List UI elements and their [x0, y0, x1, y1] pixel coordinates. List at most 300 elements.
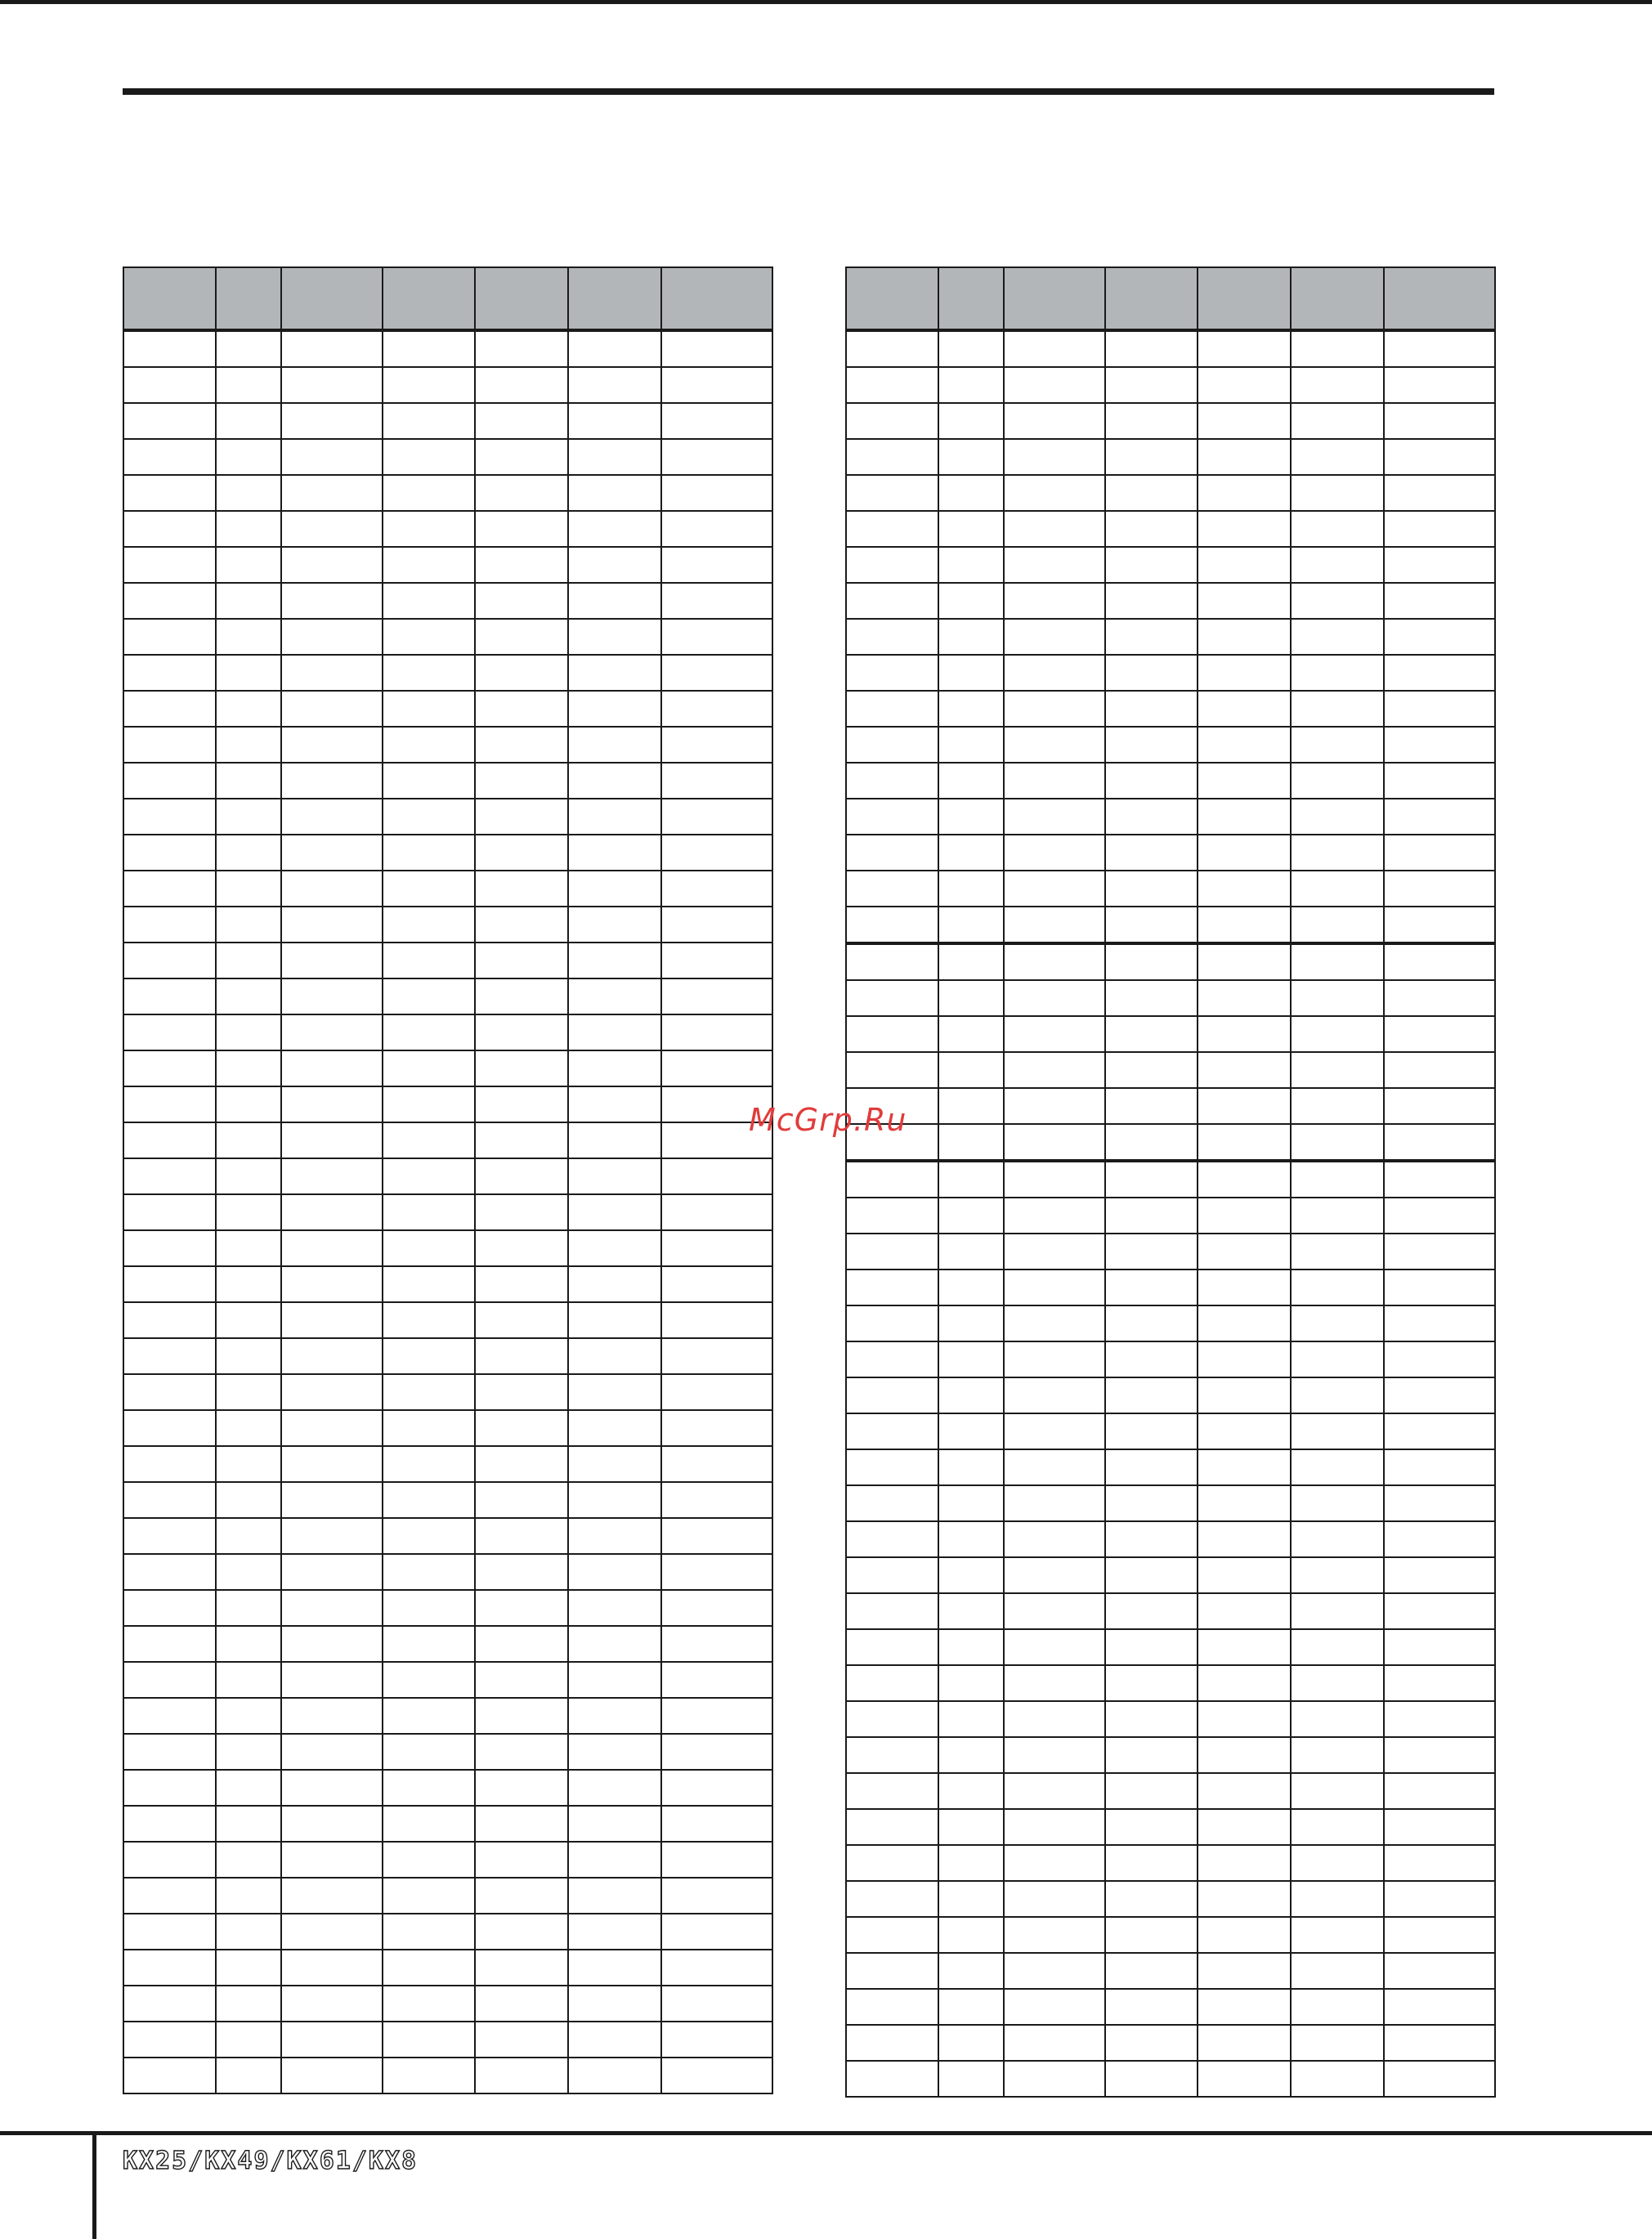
- table-cell: [846, 1917, 938, 1953]
- table-cell: [475, 2022, 568, 2058]
- table-cell: [938, 330, 1004, 367]
- table-cell: [1291, 1845, 1384, 1881]
- table-row: [846, 547, 1495, 583]
- table-row: [123, 835, 772, 871]
- table-cell: [1105, 1413, 1198, 1449]
- top-border-rule: [0, 0, 1652, 4]
- table-cell: [1291, 1161, 1384, 1198]
- table-cell: [661, 1698, 772, 1734]
- table-row: [123, 1086, 772, 1122]
- table-cell: [661, 475, 772, 511]
- table-cell: [846, 1341, 938, 1377]
- table-cell: [1105, 1270, 1198, 1305]
- table-cell: [846, 1413, 938, 1449]
- table-cell: [281, 907, 383, 943]
- table-cell: [383, 871, 475, 907]
- table-cell: [938, 907, 1004, 943]
- table-cell: [1198, 1270, 1291, 1305]
- table-cell: [1384, 727, 1495, 763]
- table-cell: [1004, 655, 1105, 691]
- table-cell: [1291, 1449, 1384, 1485]
- table-cell: [475, 1518, 568, 1554]
- header-cell: [1105, 267, 1198, 330]
- table-cell: [383, 907, 475, 943]
- table-cell: [475, 1302, 568, 1338]
- table-cell: [938, 2061, 1004, 2097]
- table-cell: [846, 330, 938, 367]
- table-cell: [568, 583, 661, 619]
- table-row: [846, 2025, 1495, 2061]
- table-cell: [1198, 1953, 1291, 1989]
- table-cell: [661, 1842, 772, 1878]
- watermark-text: McGrp.Ru: [749, 1102, 907, 1138]
- table-cell: [1004, 1270, 1105, 1305]
- table-cell: [123, 1842, 216, 1878]
- table-cell: [1198, 1737, 1291, 1773]
- table-cell: [216, 511, 281, 547]
- table-cell: [938, 1845, 1004, 1881]
- table-cell: [383, 1302, 475, 1338]
- table-cell: [1384, 1557, 1495, 1593]
- table-cell: [216, 330, 281, 367]
- table-cell: [846, 980, 938, 1016]
- table-cell: [475, 1410, 568, 1446]
- table-cell: [1105, 1124, 1198, 1161]
- table-cell: [661, 1014, 772, 1050]
- table-cell: [123, 367, 216, 403]
- table-cell: [216, 1986, 281, 2022]
- table-cell: [123, 1302, 216, 1338]
- table-cell: [475, 1554, 568, 1590]
- table-cell: [661, 1914, 772, 1950]
- table-cell: [281, 1806, 383, 1842]
- table-cell: [1004, 1737, 1105, 1773]
- table-row: [846, 655, 1495, 691]
- table-row: [846, 1881, 1495, 1917]
- table-cell: [1291, 1701, 1384, 1737]
- header-cell: [1384, 267, 1495, 330]
- table-cell: [383, 511, 475, 547]
- table-cell: [383, 475, 475, 511]
- table-cell: [281, 655, 383, 691]
- table-cell: [938, 943, 1004, 980]
- table-cell: [383, 835, 475, 871]
- table-cell: [938, 367, 1004, 403]
- table-cell: [475, 403, 568, 439]
- table-cell: [383, 1698, 475, 1734]
- table-cell: [661, 907, 772, 943]
- header-cell: [1291, 267, 1384, 330]
- table-cell: [846, 547, 938, 583]
- table-cell: [938, 1557, 1004, 1593]
- table-cell: [568, 1914, 661, 1950]
- header-cell: [123, 267, 216, 330]
- table-cell: [938, 1413, 1004, 1449]
- table-cell: [846, 1198, 938, 1234]
- table-cell: [661, 1770, 772, 1806]
- table-row: [123, 1266, 772, 1302]
- table-cell: [123, 403, 216, 439]
- table-cell: [1291, 907, 1384, 943]
- table-cell: [1004, 799, 1105, 835]
- table-cell: [1384, 1485, 1495, 1521]
- table-cell: [383, 1122, 475, 1158]
- table-cell: [1198, 1881, 1291, 1917]
- table-row: [846, 1665, 1495, 1701]
- table-cell: [846, 1270, 938, 1305]
- table-cell: [1198, 367, 1291, 403]
- table-cell: [1105, 1161, 1198, 1198]
- table-row: [123, 691, 772, 727]
- table-cell: [475, 1878, 568, 1914]
- table-cell: [1004, 1521, 1105, 1557]
- table-cell: [475, 799, 568, 835]
- table-row: [123, 1014, 772, 1050]
- table-row: [123, 1590, 772, 1626]
- right-data-table: [845, 266, 1496, 2098]
- table-cell: [281, 1518, 383, 1554]
- table-cell: [568, 691, 661, 727]
- table-cell: [383, 1914, 475, 1950]
- table-cell: [1291, 1557, 1384, 1593]
- table-cell: [1291, 1989, 1384, 2025]
- table-cell: [938, 763, 1004, 799]
- table-cell: [846, 727, 938, 763]
- header-cell: [281, 267, 383, 330]
- table-cell: [1384, 511, 1495, 547]
- table-cell: [281, 1230, 383, 1266]
- table-row: [846, 871, 1495, 907]
- table-cell: [216, 978, 281, 1014]
- table-row: [846, 583, 1495, 619]
- table-cell: [938, 619, 1004, 655]
- table-cell: [1198, 943, 1291, 980]
- table-cell: [661, 1338, 772, 1374]
- table-cell: [216, 835, 281, 871]
- table-cell: [123, 1158, 216, 1194]
- table-cell: [475, 1338, 568, 1374]
- table-cell: [846, 403, 938, 439]
- left-data-table: [123, 266, 773, 2094]
- table-cell: [1384, 1088, 1495, 1124]
- table-cell: [1004, 619, 1105, 655]
- table-cell: [1004, 1593, 1105, 1629]
- table-cell: [1384, 1701, 1495, 1737]
- model-name-logo-graphic: [123, 2148, 597, 2173]
- table-cell: [661, 727, 772, 763]
- table-cell: [1105, 1629, 1198, 1665]
- table-row: [846, 1413, 1495, 1449]
- table-cell: [938, 871, 1004, 907]
- table-row: [123, 330, 772, 367]
- table-cell: [1384, 1270, 1495, 1305]
- table-cell: [1004, 980, 1105, 1016]
- table-cell: [1384, 547, 1495, 583]
- table-header-row: [846, 267, 1495, 330]
- table-cell: [383, 2058, 475, 2093]
- table-cell: [475, 1698, 568, 1734]
- table-cell: [281, 2058, 383, 2093]
- table-cell: [475, 1194, 568, 1230]
- table-row: [846, 1593, 1495, 1629]
- table-cell: [1198, 1088, 1291, 1124]
- table-cell: [123, 439, 216, 475]
- table-cell: [281, 1374, 383, 1410]
- table-cell: [568, 1410, 661, 1446]
- table-row: [846, 1629, 1495, 1665]
- table-cell: [1384, 1953, 1495, 1989]
- table-cell: [383, 1518, 475, 1554]
- table-cell: [1291, 655, 1384, 691]
- table-cell: [475, 943, 568, 978]
- table-cell: [216, 799, 281, 835]
- table-cell: [661, 439, 772, 475]
- table-row: [123, 583, 772, 619]
- table-cell: [1198, 691, 1291, 727]
- table-row: [846, 403, 1495, 439]
- table-cell: [1105, 1665, 1198, 1701]
- table-cell: [1291, 583, 1384, 619]
- table-row: [846, 1198, 1495, 1234]
- table-cell: [281, 1950, 383, 1986]
- table-row: [123, 1698, 772, 1734]
- footer-vertical-rule: [92, 2131, 96, 2239]
- table-cell: [281, 403, 383, 439]
- table-cell: [216, 1158, 281, 1194]
- table-cell: [568, 1626, 661, 1662]
- table-cell: [1105, 727, 1198, 763]
- table-cell: [846, 511, 938, 547]
- table-cell: [661, 1986, 772, 2022]
- table-cell: [475, 907, 568, 943]
- table-cell: [383, 1086, 475, 1122]
- table-cell: [1105, 1809, 1198, 1845]
- table-cell: [1384, 763, 1495, 799]
- table-cell: [1291, 2061, 1384, 2097]
- table-cell: [216, 2022, 281, 2058]
- table-cell: [568, 1806, 661, 1842]
- table-row: [123, 1050, 772, 1086]
- table-row: [846, 439, 1495, 475]
- table-cell: [383, 943, 475, 978]
- table-cell: [1198, 1016, 1291, 1052]
- table-cell: [281, 1086, 383, 1122]
- table-cell: [1105, 1881, 1198, 1917]
- table-cell: [661, 978, 772, 1014]
- table-cell: [661, 1482, 772, 1518]
- table-cell: [216, 1734, 281, 1770]
- table-cell: [281, 1590, 383, 1626]
- table-cell: [1291, 871, 1384, 907]
- table-cell: [1105, 1198, 1198, 1234]
- table-cell: [123, 2022, 216, 2058]
- table-cell: [846, 763, 938, 799]
- table-cell: [123, 1014, 216, 1050]
- table-cell: [216, 907, 281, 943]
- table-row: [846, 1124, 1495, 1161]
- table-cell: [1384, 619, 1495, 655]
- table-cell: [281, 475, 383, 511]
- table-cell: [281, 1194, 383, 1230]
- table-cell: [383, 727, 475, 763]
- table-cell: [938, 1198, 1004, 1234]
- table-cell: [1198, 1665, 1291, 1701]
- table-cell: [475, 871, 568, 907]
- table-cell: [475, 1590, 568, 1626]
- table-cell: [1291, 511, 1384, 547]
- table-cell: [568, 1230, 661, 1266]
- table-cell: [846, 943, 938, 980]
- table-cell: [1198, 1449, 1291, 1485]
- table-cell: [475, 511, 568, 547]
- table-cell: [216, 1122, 281, 1158]
- table-cell: [1105, 1016, 1198, 1052]
- table-cell: [123, 1626, 216, 1662]
- table-cell: [846, 2025, 938, 2061]
- table-cell: [661, 1374, 772, 1410]
- table-row: [846, 475, 1495, 511]
- table-row: [846, 1052, 1495, 1088]
- table-row: [846, 907, 1495, 943]
- table-cell: [1291, 1016, 1384, 1052]
- table-cell: [123, 1950, 216, 1986]
- table-cell: [661, 2058, 772, 2093]
- table-cell: [1291, 1917, 1384, 1953]
- table-row: [846, 511, 1495, 547]
- table-cell: [281, 1158, 383, 1194]
- table-cell: [216, 1266, 281, 1302]
- table-cell: [1004, 583, 1105, 619]
- table-cell: [1291, 1881, 1384, 1917]
- table-cell: [281, 1626, 383, 1662]
- table-cell: [475, 1950, 568, 1986]
- table-cell: [281, 547, 383, 583]
- table-row: [123, 475, 772, 511]
- table-cell: [1198, 1521, 1291, 1557]
- table-row: [123, 871, 772, 907]
- table-cell: [846, 1449, 938, 1485]
- table-cell: [216, 1446, 281, 1482]
- table-cell: [1291, 2025, 1384, 2061]
- table-cell: [1105, 547, 1198, 583]
- table-cell: [216, 1662, 281, 1698]
- table-cell: [383, 330, 475, 367]
- table-cell: [281, 978, 383, 1014]
- table-cell: [475, 835, 568, 871]
- table-cell: [123, 691, 216, 727]
- table-cell: [383, 1986, 475, 2022]
- table-cell: [123, 475, 216, 511]
- table-cell: [1105, 1593, 1198, 1629]
- table-cell: [568, 619, 661, 655]
- table-cell: [1198, 2061, 1291, 2097]
- table-cell: [1004, 1845, 1105, 1881]
- table-cell: [846, 1953, 938, 1989]
- table-cell: [1004, 1989, 1105, 2025]
- table-cell: [1384, 1449, 1495, 1485]
- table-cell: [846, 1701, 938, 1737]
- table-cell: [938, 1953, 1004, 1989]
- table-cell: [475, 619, 568, 655]
- table-cell: [1291, 619, 1384, 655]
- table-cell: [1384, 1521, 1495, 1557]
- table-cell: [383, 583, 475, 619]
- table-cell: [846, 1881, 938, 1917]
- table-cell: [383, 1770, 475, 1806]
- table-cell: [1291, 1305, 1384, 1341]
- table-cell: [1004, 1305, 1105, 1341]
- table-cell: [1004, 1881, 1105, 1917]
- table-cell: [1004, 1052, 1105, 1088]
- table-cell: [1384, 330, 1495, 367]
- table-cell: [281, 1770, 383, 1806]
- table-cell: [1198, 403, 1291, 439]
- table-cell: [1384, 1737, 1495, 1773]
- header-cell: [661, 267, 772, 330]
- table-cell: [568, 475, 661, 511]
- table-cell: [1105, 619, 1198, 655]
- table-cell: [383, 367, 475, 403]
- table-cell: [1198, 1917, 1291, 1953]
- table-cell: [846, 1485, 938, 1521]
- table-cell: [1105, 583, 1198, 619]
- table-cell: [123, 619, 216, 655]
- table-cell: [1291, 1809, 1384, 1845]
- table-row: [123, 1338, 772, 1374]
- table-cell: [281, 367, 383, 403]
- table-cell: [281, 1266, 383, 1302]
- table-cell: [661, 403, 772, 439]
- table-cell: [568, 1698, 661, 1734]
- table-cell: [383, 439, 475, 475]
- table-cell: [281, 1122, 383, 1158]
- table-cell: [123, 1878, 216, 1914]
- table-cell: [846, 907, 938, 943]
- table-cell: [475, 1770, 568, 1806]
- table-cell: [1004, 763, 1105, 799]
- table-cell: [475, 1122, 568, 1158]
- table-row: [123, 403, 772, 439]
- table-cell: [216, 1626, 281, 1662]
- table-cell: [1384, 1161, 1495, 1198]
- table-cell: [383, 1446, 475, 1482]
- table-cell: [1291, 1521, 1384, 1557]
- table-cell: [1004, 511, 1105, 547]
- table-cell: [568, 1266, 661, 1302]
- table-cell: [568, 439, 661, 475]
- table-cell: [938, 1989, 1004, 2025]
- table-cell: [123, 330, 216, 367]
- table-cell: [1105, 1773, 1198, 1809]
- table-cell: [568, 367, 661, 403]
- table-cell: [1105, 1485, 1198, 1521]
- table-cell: [568, 547, 661, 583]
- table-cell: [1384, 871, 1495, 907]
- table-cell: [1384, 583, 1495, 619]
- table-cell: [216, 619, 281, 655]
- table-cell: [1198, 1124, 1291, 1161]
- table-cell: [123, 1662, 216, 1698]
- header-cell: [938, 267, 1004, 330]
- footer-rule: [0, 2131, 1652, 2135]
- table-cell: [281, 1554, 383, 1590]
- table-row: [123, 439, 772, 475]
- table-cell: [661, 1590, 772, 1626]
- table-cell: [281, 1662, 383, 1698]
- table-cell: [123, 1230, 216, 1266]
- table-cell: [216, 1086, 281, 1122]
- table-cell: [383, 1662, 475, 1698]
